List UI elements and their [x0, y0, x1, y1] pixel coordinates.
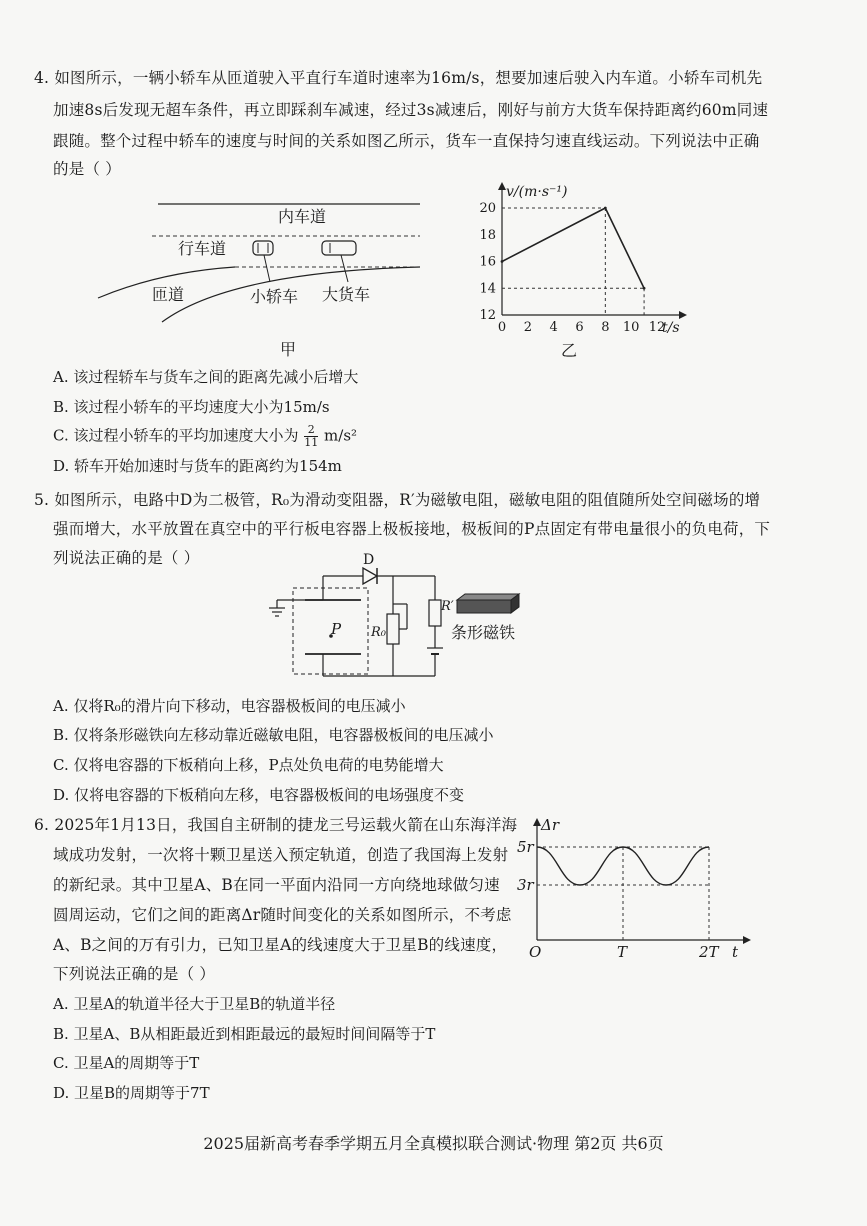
- chart-y-tick-label: 20: [479, 201, 496, 216]
- q4-stem-line-1: 4. 如图所示，一辆小轿车从匝道驶入平直行车道时速率为16m/s，想要加速后驶入内车道。小轿车司机先: [34, 69, 763, 87]
- q4-option-b[interactable]: B. 该过程小轿车的平均速度大小为15m/s: [53, 398, 330, 416]
- caption-jia: 甲: [280, 340, 297, 359]
- chart-x-tick-label: 12: [648, 320, 666, 335]
- q4-option-c-text: C. 该过程小轿车的平均加速度大小为: [53, 426, 299, 445]
- graph-origin: O: [529, 943, 542, 961]
- graph-x-label: t: [732, 943, 739, 961]
- q6-option-b[interactable]: B. 卫星A、B从相距最近到相距最远的最短时间间隔等于T: [53, 1025, 436, 1043]
- chart-x-tick-label: 6: [575, 320, 584, 335]
- label-car: 小轿车: [250, 287, 299, 306]
- chart-y-tick-label: 16: [479, 254, 496, 270]
- bar-magnet-icon: [457, 600, 511, 613]
- q5-stem-line-1: 5. 如图所示，电路中D为二极管，R₀为滑动变阻器，R′为磁敏电阻，磁敏电阻的阻值随所处空间磁场的增: [34, 491, 761, 509]
- graph-t1: T: [617, 943, 628, 961]
- graph-y-label: Δr: [541, 816, 560, 834]
- fraction: [304, 424, 318, 449]
- r-prime-resistor: [429, 600, 441, 626]
- label-lane: 行车道: [178, 239, 227, 258]
- r0-resistor: [387, 614, 399, 644]
- q5-option-c[interactable]: C. 仅将电容器的下板稍向上移，P点处负电荷的电势能增大: [53, 756, 444, 774]
- circuit-diagram: [265, 552, 535, 682]
- magnet-label: 条形磁铁: [451, 623, 516, 642]
- chart-y-label: v/(m·s⁻¹): [506, 184, 568, 200]
- chart-series-line: [502, 208, 644, 288]
- q4-option-c-unit: m/s²: [324, 426, 358, 445]
- chart-data-point: [643, 287, 646, 290]
- truck-icon: [322, 241, 356, 255]
- chart-x-tick-label: 8: [601, 320, 610, 335]
- q6-option-a[interactable]: A. 卫星A的轨道半径大于卫星B的轨道半径: [53, 995, 336, 1013]
- q4-stem-line-3: 跟随。整个过程中轿车的速度与时间的关系如图乙所示，货车一直保持匀速直线运动。下列说法中正确: [53, 132, 760, 150]
- chart-y-tick-label: 18: [479, 227, 496, 243]
- q6-stem-line-1: 6. 2025年1月13日，我国自主研制的捷龙三号运载火箭在山东海洋海: [34, 816, 518, 834]
- q5-option-d[interactable]: D. 仅将电容器的下板稍向左移，电容器极板间的电场强度不变: [53, 786, 465, 804]
- label-ramp: 匝道: [152, 285, 185, 304]
- q4-option-d[interactable]: D. 轿车开始加速时与货车的距离约为154m: [53, 457, 342, 475]
- chart-y-tick-label: 12: [479, 308, 496, 323]
- road-diagram: [90, 190, 440, 360]
- distance-time-graph: [515, 812, 760, 962]
- chart-data-point: [604, 207, 607, 210]
- label-inner-lane: 内车道: [278, 207, 327, 226]
- chart-y-tick-label: 14: [479, 281, 496, 297]
- x-axis-arrow-icon: [679, 311, 687, 319]
- point-p-label: P: [331, 620, 342, 638]
- r0-label: R₀: [371, 625, 386, 640]
- car-icon: [253, 241, 273, 255]
- q6-option-c[interactable]: C. 卫星A的周期等于T: [53, 1054, 200, 1072]
- graph-t2: 2T: [699, 943, 719, 961]
- q5-stem-line-2: 强而增大，水平放置在真空中的平行板电容器上极板接地，极板间的P点固定有带电量很小的负电荷，下: [53, 520, 771, 538]
- q6-option-d[interactable]: D. 卫星B的周期等于7T: [53, 1084, 210, 1102]
- velocity-time-chart: [462, 180, 702, 360]
- fraction-denominator: 11: [304, 436, 319, 449]
- chart-x-tick-label: 4: [549, 320, 558, 335]
- q6-stem-line-6: 下列说法正确的是（ ）: [53, 965, 216, 983]
- r-prime-label: R′: [441, 599, 454, 614]
- fraction-numerator: 2: [304, 424, 318, 437]
- q4-option-a[interactable]: A. 该过程轿车与货车之间的距离先减小后增大: [53, 368, 359, 386]
- q5-option-a[interactable]: A. 仅将R₀的滑片向下移动，电容器极板间的电压减小: [53, 697, 406, 715]
- q6-stem-line-4: 圆周运动，它们之间的距离Δr随时间变化的关系如图所示，不考虑: [53, 906, 512, 924]
- graph-y-high: 5r: [517, 838, 534, 856]
- label-truck: 大货车: [322, 285, 371, 304]
- diode-icon: [363, 568, 377, 584]
- chart-x-tick-label: 10: [622, 320, 640, 335]
- chart-x-label: t/s: [662, 320, 680, 336]
- chart-x-tick-label: 0: [497, 320, 507, 335]
- diode-label: D: [363, 552, 375, 568]
- graph-y-low: 3r: [517, 876, 534, 894]
- page-footer: 2025届新高考春季学期五月全真模拟联合测试·物理 第2页 共6页: [203, 1134, 664, 1153]
- q5-option-b[interactable]: B. 仅将条形磁铁向左移动靠近磁敏电阻，电容器极板间的电压减小: [53, 726, 494, 744]
- chart-data-point: [501, 260, 504, 263]
- y-axis-arrow-icon: [498, 182, 506, 190]
- q5-stem-line-3: 列说法正确的是（ ）: [53, 549, 200, 567]
- q6-stem-line-5: A、B之间的万有引力，已知卫星A的线速度大于卫星B的线速度，: [53, 936, 508, 954]
- q6-stem-line-2: 域成功发射，一次将十颗卫星送入预定轨道，创造了我国海上发射: [53, 846, 509, 864]
- q4-stem-line-2: 加速8s后发现无超车条件，再立即踩刹车减速，经过3s减速后，刚好与前方大货车保持距离约60m同速: [53, 101, 769, 119]
- q6-stem-line-3: 的新纪录。其中卫星A、B在同一平面内沿同一方向绕地球做匀速: [53, 876, 500, 894]
- q4-option-c[interactable]: [53, 424, 357, 449]
- chart-x-tick-label: 2: [523, 320, 532, 335]
- caption-yi: 乙: [561, 341, 578, 360]
- q4-stem-line-4: 的是（ ）: [53, 160, 121, 178]
